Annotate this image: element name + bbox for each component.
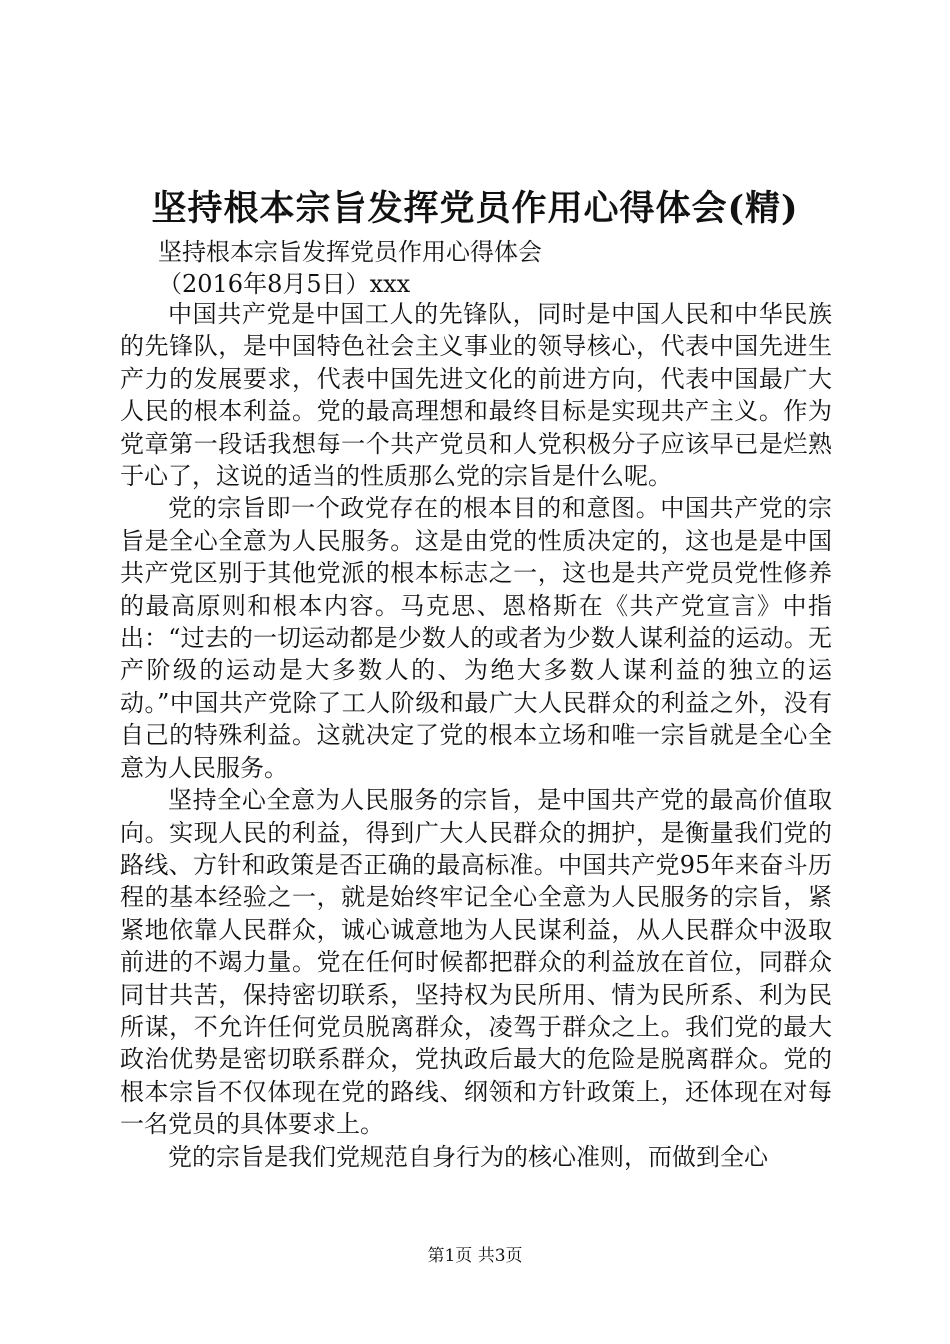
paragraph: 党的宗旨是我们党规范自身行为的核心准则，而做到全心	[168, 1142, 768, 1171]
document-dateline: （2016年8月5日）xxx	[158, 270, 411, 298]
document-body	[120, 298, 832, 1173]
document-subtitle: 坚持根本宗旨发挥党员作用心得体会	[158, 238, 542, 266]
paragraph: 中国共产党是中国工人的先锋队，同时是中国人民和中华民族的先锋队，是中国特色社会主义事业的领导核心，代表中国先进生产力的发展要求，代表中国先进文化的前进方向，代表中国最广大人民的根本利益。党的最高理想和最终目标是实现共产主义。作为党章第一段话我想每一个共产党员和人党积极分子应该早已是烂熟于心了，这说的适当的性质那么党的宗旨是什么呢。	[120, 300, 832, 491]
document-title: 坚持根本宗旨发挥党员作用心得体会(精)	[151, 188, 799, 229]
paragraph: 坚持全心全意为人民服务的宗旨，是中国共产党的最高价值取向。实现人民的利益，得到广大人民群众的拥护，是衡量我们党的路线、方针和政策是否正确的最高标准。中国共产党95年来奋斗历程的基本经验之一，就是始终牢记全心全意为人民服务的宗旨，紧紧地依靠人民群众，诚心诚意地为人民谋利益，从人民群众中汲取前进的不竭力量。党在任何时候都把群众的利益放在首位，同群众同甘共苦，保持密切联系，坚持权为民所用、情为民所系、利为民所谋，不允许任何党员脱离群众，凌驾于群众之上。我们党的最大政治优势是密切联系群众，党执政后最大的危险是脱离群众。党的根本宗旨不仅体现在党的路线、纲领和方针政策上，还体现在对每一名党员的具体要求上。	[120, 786, 832, 1139]
page-footer: 第1页 共3页	[427, 1246, 523, 1266]
paragraph: 党的宗旨即一个政党存在的根本目的和意图。中国共产党的宗旨是全心全意为人民服务。这是由党的性质决定的，这也是是中国共产党区别于其他党派的根本标志之一，这也是共产党员党性修养的最高原则和根本内容。马克思、恩格斯在《共产党宣言》中指出：“过去的一切运动都是少数人的或者为少数人谋利益的运动。无产阶级的运动是大多数人的、为绝大多数人谋利益的独立的运动。”中国共产党除了工人阶级和最广大人民群众的利益之外，没有自己的特殊利益。这就决定了党的根本立场和唯一宗旨就是全心全意为人民服务。	[120, 494, 832, 782]
